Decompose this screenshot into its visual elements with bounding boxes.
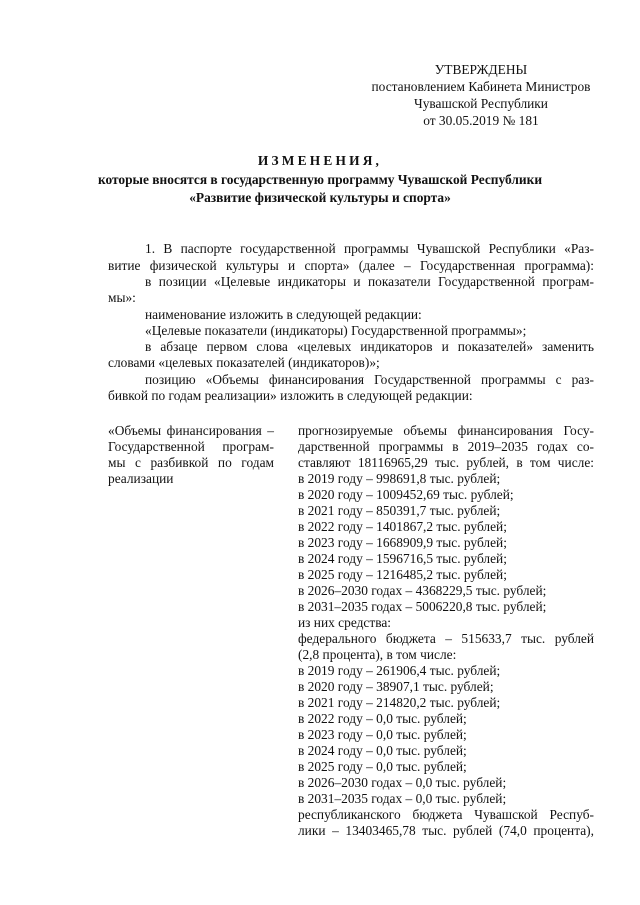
table-right-line: лики – 13403465,78 тыс. рублей (74,0 процента), xyxy=(298,823,594,838)
table-right-line: в 2025 году – 1216485,2 тыс. рублей; xyxy=(298,567,507,582)
table-right-line: в 2031–2035 годах – 5006220,8 тыс. рублей; xyxy=(298,599,547,614)
approved-line: Чувашской Республики xyxy=(414,96,548,111)
table-right-line: (2,8 процента), в том числе: xyxy=(298,647,457,662)
body-line: «Целевые показатели (индикаторы) Государственной программы»; xyxy=(145,323,527,338)
approval-block xyxy=(368,61,594,129)
table-right-line: в 2026–2030 годах – 0,0 тыс. рублей; xyxy=(298,775,507,790)
body-line: в позиции «Целевые индикаторы и показатели Государственной програм- xyxy=(145,274,594,289)
table-right-line: в 2024 году – 0,0 тыс. рублей; xyxy=(298,743,467,758)
table-right-line: в 2026–2030 годах – 4368229,5 тыс. рублей; xyxy=(298,583,547,598)
body-line: позицию «Объемы финансирования Государственной программы с раз- xyxy=(145,372,594,387)
approved-date-line: от 30.05.2019 № 181 xyxy=(423,113,539,128)
table-left-line: мы с разбивкой по годам xyxy=(108,455,274,470)
table-right-line: дарственной программы в 2019–2035 годах со- xyxy=(298,439,594,454)
table-left-line: Государственной програм- xyxy=(108,439,274,454)
body-line: наименование изложить в следующей редакции: xyxy=(145,307,422,322)
table-right-line: в 2020 году – 38907,1 тыс. рублей; xyxy=(298,679,494,694)
document-subtitle: «Развитие физической культуры и спорта» xyxy=(189,190,451,205)
body-line: в абзаце первом слова «целевых индикаторов и показателей» заменить xyxy=(145,339,594,354)
body-line: словами «целевых показателей (индикаторов)»; xyxy=(108,355,380,370)
approved-line: постановлением Кабинета Министров xyxy=(371,79,591,94)
table-right-line: в 2019 году – 261906,4 тыс. рублей; xyxy=(298,663,501,678)
body-line: мы»: xyxy=(108,290,136,305)
document-title: ИЗМЕНЕНИЯ, xyxy=(257,153,383,168)
table-right-line: в 2023 году – 0,0 тыс. рублей; xyxy=(298,727,467,742)
table-right-line: в 2025 году – 0,0 тыс. рублей; xyxy=(298,759,467,774)
table-right-line: в 2019 году – 998691,8 тыс. рублей; xyxy=(298,471,501,486)
table-right-line: республиканского бюджета Чувашской Респуб- xyxy=(298,807,594,822)
table-right-line: в 2021 году – 850391,7 тыс. рублей; xyxy=(298,503,501,518)
table-left-line: реализации xyxy=(108,471,174,486)
table-right-line: в 2024 году – 1596716,5 тыс. рублей; xyxy=(298,551,507,566)
table-right-line: из них средства: xyxy=(298,615,392,630)
table-right-line: ставляют 18116965,29 тыс. рублей, в том числе: xyxy=(298,455,594,470)
table-right-line: федерального бюджета – 515633,7 тыс. рублей xyxy=(298,631,594,646)
body-line: 1. В паспорте государственной программы Чувашской Республики «Раз- xyxy=(145,241,594,256)
table-right-line: прогнозируемые объемы финансирования Госу- xyxy=(298,423,594,438)
table-right-line: в 2031–2035 годах – 0,0 тыс. рублей; xyxy=(298,791,507,806)
table-right-line: в 2021 году – 214820,2 тыс. рублей; xyxy=(298,695,501,710)
approved-title: УТВЕРЖДЕНЫ xyxy=(434,62,528,77)
table-right-line: в 2020 году – 1009452,69 тыс. рублей; xyxy=(298,487,514,502)
table-right-line: в 2023 году – 1668909,9 тыс. рублей; xyxy=(298,535,507,550)
table-right-line: в 2022 году – 1401867,2 тыс. рублей; xyxy=(298,519,507,534)
document-subtitle: которые вносятся в государственную программу Чувашской Республики xyxy=(97,172,543,187)
body-line: бивкой по годам реализации» изложить в следующей редакции: xyxy=(108,388,473,403)
body-line: витие физической культуры и спорта» (далее – Государственная программа): xyxy=(108,258,594,273)
table-left-line: «Объемы финансирования – xyxy=(108,423,274,438)
table-right-line: в 2022 году – 0,0 тыс. рублей; xyxy=(298,711,467,726)
